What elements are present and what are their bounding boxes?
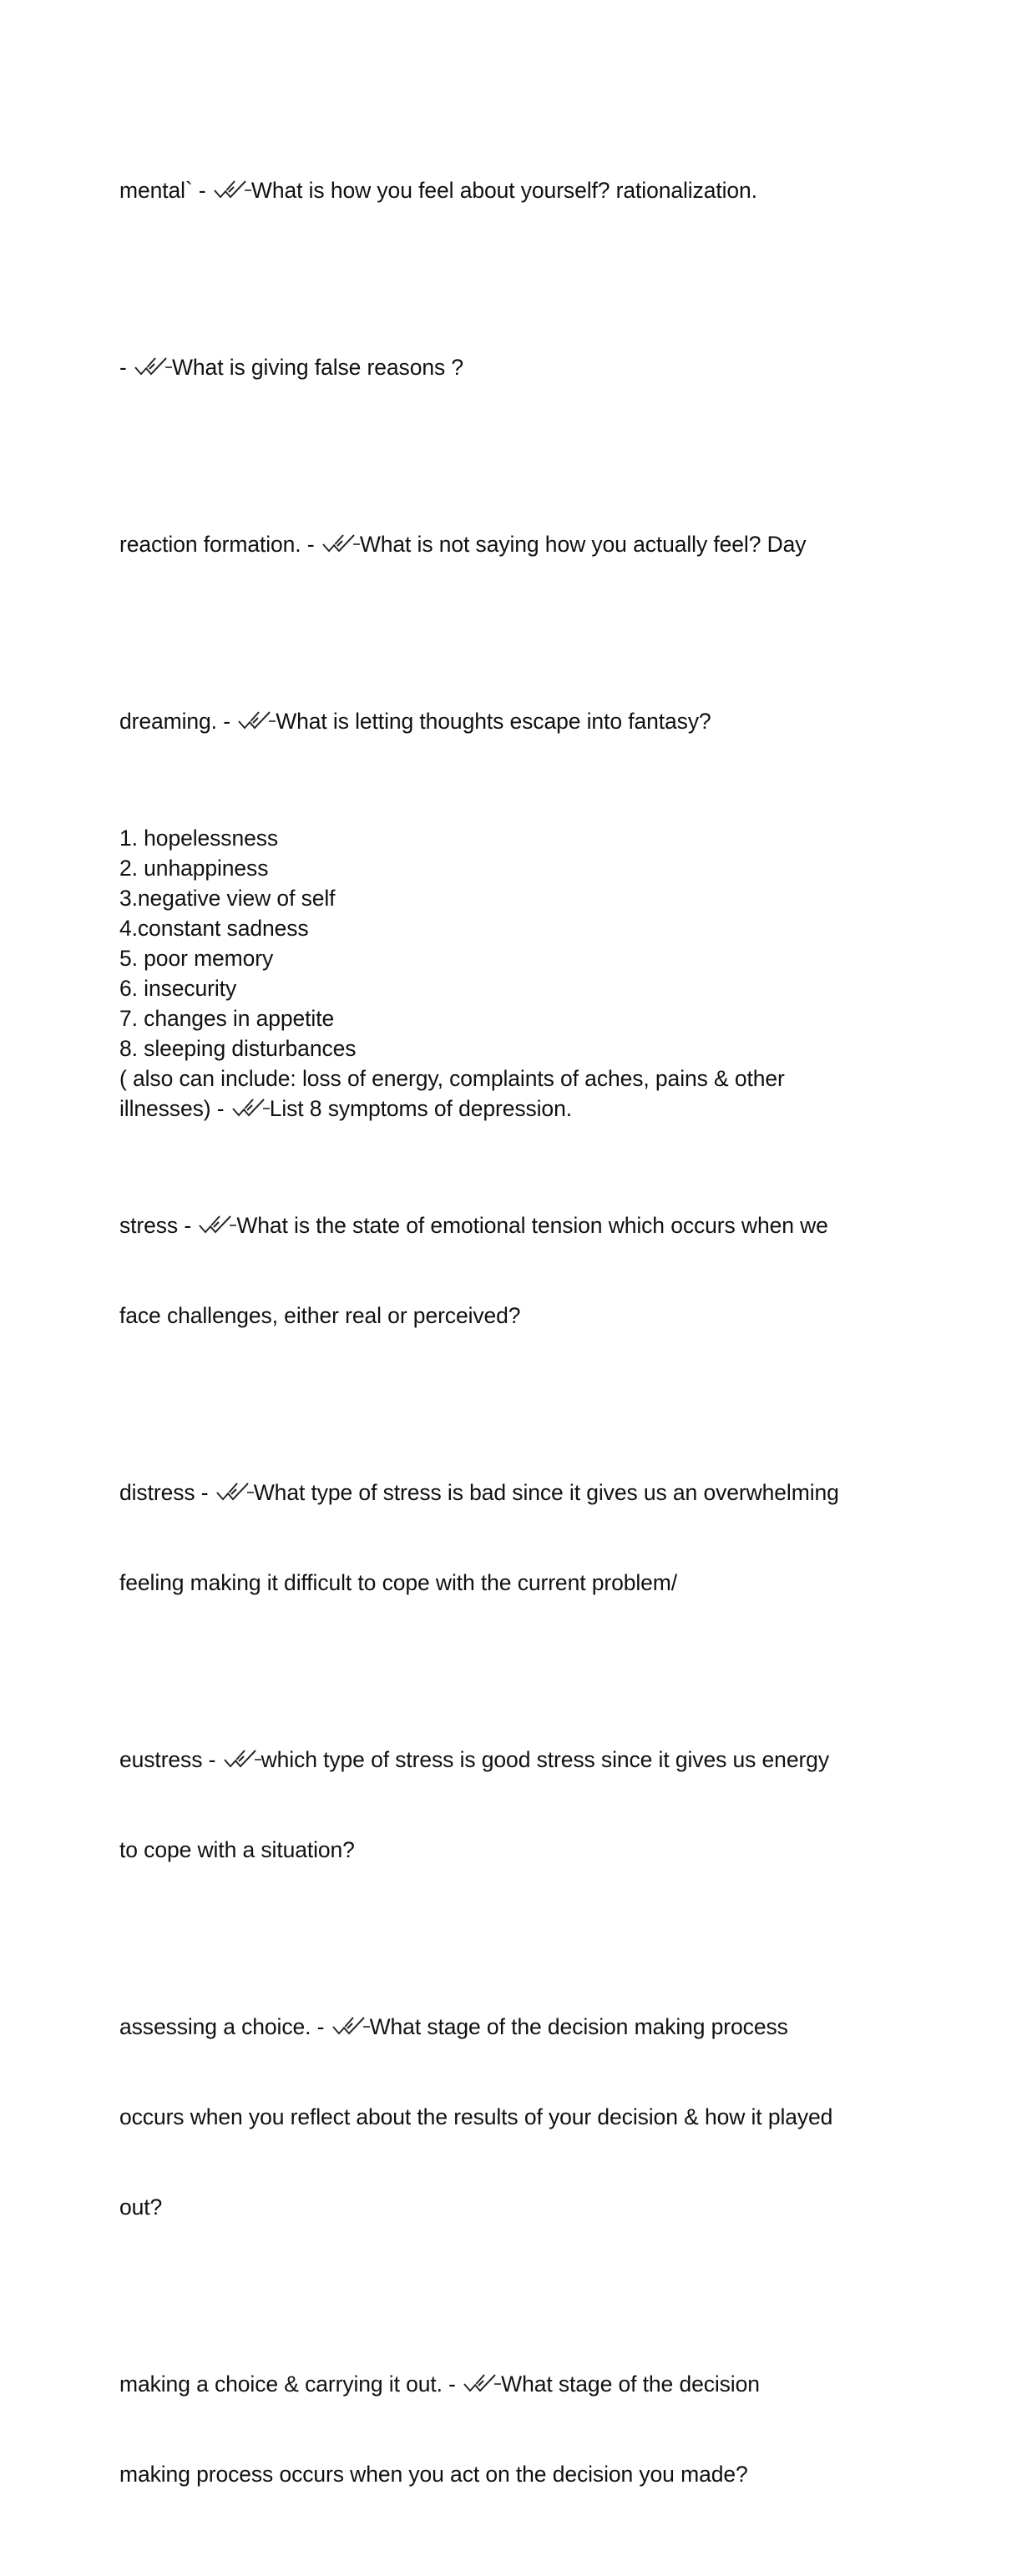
qa-entry-reaction-formation (119, 469, 896, 619)
entry-line (119, 2012, 896, 2042)
question-text: What is how you feel about yourself? rationalization. (250, 178, 757, 203)
list-item: 1. hopelessness (119, 826, 279, 851)
list-item: 6. insecurity (119, 976, 237, 1001)
answer-text: reaction formation. - (119, 532, 321, 557)
entry-line (119, 529, 896, 559)
answer-text: dreaming. - (119, 709, 237, 734)
double-checkmark-icon (230, 1097, 271, 1119)
entry-line (119, 1094, 896, 1124)
answer-text: making a choice & carrying it out. - (119, 2371, 463, 2397)
double-checkmark-icon (331, 2015, 371, 2037)
question-text: What is not saying how you actually feel? Day (359, 532, 807, 557)
list-item: 7. changes in appetite (119, 1006, 335, 1031)
list-item: 5. poor memory (119, 946, 274, 971)
qa-entry-making-a-choice (119, 2309, 896, 2549)
question-continued: occurs when you reflect about the results of your decision & how it played (119, 2104, 833, 2129)
question-text: What is giving false reasons ? (172, 355, 464, 380)
question-text: which type of stress is good stress since it gives us energy (261, 1747, 829, 1772)
double-checkmark-icon (197, 1214, 237, 1235)
entry-line (119, 352, 896, 382)
double-checkmark-icon (215, 1481, 255, 1503)
double-checkmark-icon (212, 179, 252, 200)
question-text: What is the state of emotional tension which occurs when we (236, 1213, 828, 1238)
answer-text: mental` - (119, 178, 212, 203)
question-continued: face challenges, either real or perceived? (119, 1303, 521, 1328)
qa-entry-distress (119, 1417, 896, 1658)
answer-text: assessing a choice. - (119, 2014, 331, 2039)
answer-text: illnesses) - (119, 1096, 230, 1121)
question-text: What is letting thoughts escape into fantasy? (276, 709, 711, 734)
qa-entry-stress (119, 1150, 896, 1391)
answer-text: eustress - (119, 1747, 222, 1772)
double-checkmark-icon (321, 533, 361, 554)
answer-text: stress - (119, 1213, 198, 1238)
double-checkmark-icon (462, 2372, 502, 2394)
qa-entry-day-dreaming (119, 646, 896, 796)
depression-symptoms-list (119, 823, 896, 1124)
question-text: What stage of the decision (501, 2371, 760, 2397)
double-checkmark-icon (133, 356, 173, 377)
question-text: List 8 symptoms of depression. (269, 1096, 572, 1121)
qa-entry-eustress (119, 1685, 896, 1925)
question-continued: making process occurs when you act on the decision you made? (119, 2462, 748, 2487)
entry-line (119, 2369, 896, 2399)
document-page (119, 115, 896, 2576)
list-item: 2. unhappiness (119, 856, 269, 881)
entry-line (119, 175, 896, 205)
double-checkmark-icon (236, 710, 276, 731)
question-text: What stage of the decision making process (369, 2014, 788, 2039)
entry-line (119, 1477, 896, 1508)
question-continued: feeling making it difficult to cope with the current problem/ (119, 1570, 678, 1595)
question-continued: to cope with a situation? (119, 1837, 355, 1862)
entry-line (119, 706, 896, 736)
qa-entry-rationalization (119, 292, 896, 442)
list-item: 8. sleeping disturbances (119, 1036, 357, 1061)
list-item: 3.negative view of self (119, 886, 336, 911)
double-checkmark-icon (222, 1748, 262, 1770)
answer-text: - (119, 355, 133, 380)
qa-entry-mental (119, 115, 896, 265)
entry-line (119, 1210, 896, 1240)
question-continued: out? (119, 2195, 163, 2220)
qa-entry-assessing-a-choice (119, 1952, 896, 2282)
answer-text: distress - (119, 1480, 215, 1505)
question-text: What type of stress is bad since it gives us an overwhelming (253, 1480, 839, 1505)
entry-line (119, 1745, 896, 1775)
list-note: ( also can include: loss of energy, complaints of aches, pains & other (119, 1066, 785, 1091)
list-item: 4.constant sadness (119, 916, 309, 941)
